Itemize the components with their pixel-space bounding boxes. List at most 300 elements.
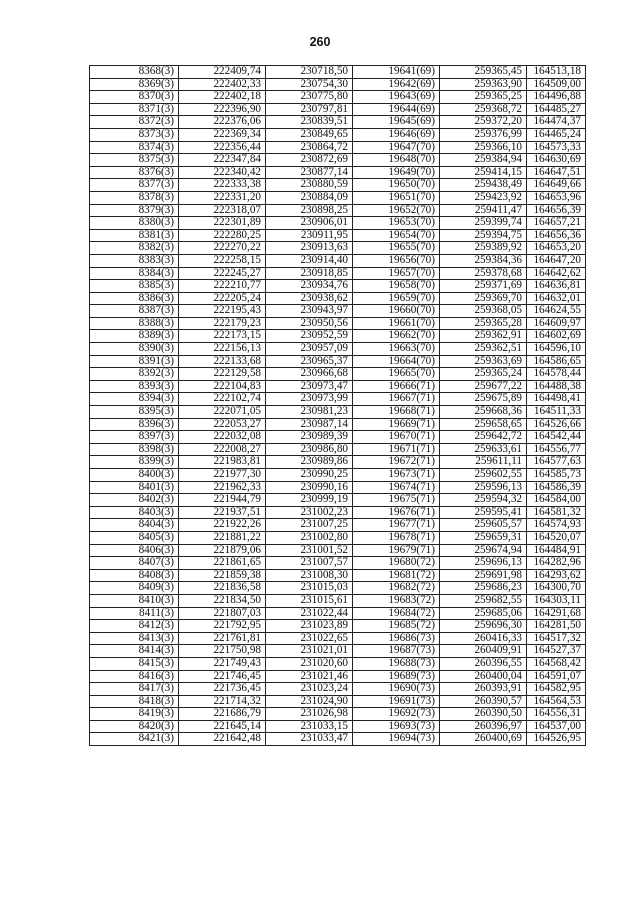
y-coordinate-cell-2: 164496,88 [527, 91, 586, 104]
x-coordinate-cell-2: 260400,04 [440, 670, 527, 683]
table-row [90, 141, 586, 154]
table-row [90, 695, 586, 708]
table-row [90, 343, 586, 356]
y-coordinate-cell-2: 164293,62 [527, 569, 586, 582]
y-coordinate-cell-2: 164657,21 [527, 217, 586, 230]
y-coordinate-cell-2: 164586,39 [527, 481, 586, 494]
y-coordinate-cell-2: 164465,24 [527, 128, 586, 141]
table-row [90, 380, 586, 393]
y-coordinate-cell: 231021,46 [266, 670, 353, 683]
x-coordinate-cell: 222032,08 [179, 431, 266, 444]
x-coordinate-cell: 222179,23 [179, 317, 266, 330]
y-coordinate-cell: 230934,76 [266, 280, 353, 293]
x-coordinate-cell: 221881,22 [179, 531, 266, 544]
x-coordinate-cell-2: 259602,55 [440, 469, 527, 482]
y-coordinate-cell: 230950,56 [266, 317, 353, 330]
point-id-cell-2: 19680(72) [353, 557, 440, 570]
x-coordinate-cell-2: 259605,57 [440, 519, 527, 532]
y-coordinate-cell-2: 164509,00 [527, 78, 586, 91]
y-coordinate-cell-2: 164556,31 [527, 708, 586, 721]
y-coordinate-cell: 230981,23 [266, 406, 353, 419]
x-coordinate-cell-2: 259668,36 [440, 406, 527, 419]
point-id-cell-2: 19662(70) [353, 330, 440, 343]
point-id-cell: 8396(3) [90, 418, 179, 431]
point-id-cell-2: 19666(71) [353, 380, 440, 393]
point-id-cell-2: 19691(73) [353, 695, 440, 708]
point-id-cell-2: 19690(73) [353, 683, 440, 696]
y-coordinate-cell: 230943,97 [266, 305, 353, 318]
x-coordinate-cell: 222008,27 [179, 443, 266, 456]
y-coordinate-cell: 231015,61 [266, 594, 353, 607]
x-coordinate-cell-2: 259596,13 [440, 481, 527, 494]
y-coordinate-cell: 231007,25 [266, 519, 353, 532]
y-coordinate-cell: 230906,01 [266, 217, 353, 230]
x-coordinate-cell-2: 259363,90 [440, 78, 527, 91]
x-coordinate-cell: 222333,38 [179, 179, 266, 192]
point-id-cell-2: 19668(71) [353, 406, 440, 419]
x-coordinate-cell: 221937,51 [179, 506, 266, 519]
x-coordinate-cell: 221749,43 [179, 657, 266, 670]
x-coordinate-cell-2: 259438,49 [440, 179, 527, 192]
x-coordinate-cell: 222301,89 [179, 217, 266, 230]
table-row [90, 280, 586, 293]
x-coordinate-cell-2: 259677,22 [440, 380, 527, 393]
y-coordinate-cell: 230718,50 [266, 66, 353, 79]
point-id-cell-2: 19673(71) [353, 469, 440, 482]
point-id-cell-2: 19683(72) [353, 594, 440, 607]
point-id-cell: 8406(3) [90, 544, 179, 557]
x-coordinate-cell-2: 259372,20 [440, 116, 527, 129]
y-coordinate-cell-2: 164577,63 [527, 456, 586, 469]
y-coordinate-cell: 230986,80 [266, 443, 353, 456]
x-coordinate-cell-2: 260409,91 [440, 645, 527, 658]
x-coordinate-cell: 222340,42 [179, 166, 266, 179]
y-coordinate-cell-2: 164517,32 [527, 632, 586, 645]
x-coordinate-cell-2: 259611,11 [440, 456, 527, 469]
point-id-cell: 8394(3) [90, 393, 179, 406]
point-id-cell: 8383(3) [90, 254, 179, 267]
y-coordinate-cell-2: 164642,62 [527, 267, 586, 280]
table-row [90, 582, 586, 595]
y-coordinate-cell-2: 164630,69 [527, 154, 586, 167]
table-row [90, 469, 586, 482]
table-row [90, 531, 586, 544]
table-row [90, 594, 586, 607]
y-coordinate-cell: 230877,14 [266, 166, 353, 179]
point-id-cell: 8379(3) [90, 204, 179, 217]
y-coordinate-cell-2: 164511,33 [527, 406, 586, 419]
y-coordinate-cell: 230990,25 [266, 469, 353, 482]
point-id-cell-2: 19665(70) [353, 368, 440, 381]
y-coordinate-cell: 231021,01 [266, 645, 353, 658]
point-id-cell-2: 19672(71) [353, 456, 440, 469]
point-id-cell-2: 19674(71) [353, 481, 440, 494]
x-coordinate-cell: 222318,07 [179, 204, 266, 217]
y-coordinate-cell-2: 164647,20 [527, 254, 586, 267]
table-row [90, 569, 586, 582]
y-coordinate-cell: 230973,99 [266, 393, 353, 406]
x-coordinate-cell: 221645,14 [179, 720, 266, 733]
y-coordinate-cell-2: 164649,66 [527, 179, 586, 192]
table-row [90, 355, 586, 368]
y-coordinate-cell: 230952,59 [266, 330, 353, 343]
table-row [90, 179, 586, 192]
table-row [90, 456, 586, 469]
y-coordinate-cell: 231022,44 [266, 607, 353, 620]
point-id-cell: 8398(3) [90, 443, 179, 456]
point-id-cell-2: 19681(72) [353, 569, 440, 582]
x-coordinate-cell: 221962,33 [179, 481, 266, 494]
table-row [90, 431, 586, 444]
y-coordinate-cell-2: 164586,65 [527, 355, 586, 368]
table-row [90, 443, 586, 456]
table-row [90, 670, 586, 683]
x-coordinate-cell-2: 259394,75 [440, 229, 527, 242]
y-coordinate-cell-2: 164282,96 [527, 557, 586, 570]
table-row [90, 330, 586, 343]
x-coordinate-cell: 222245,27 [179, 267, 266, 280]
y-coordinate-cell-2: 164537,00 [527, 720, 586, 733]
y-coordinate-cell-2: 164542,44 [527, 431, 586, 444]
y-coordinate-cell-2: 164303,11 [527, 594, 586, 607]
point-id-cell-2: 19656(70) [353, 254, 440, 267]
x-coordinate-cell-2: 259384,36 [440, 254, 527, 267]
table-row [90, 154, 586, 167]
point-id-cell-2: 19651(70) [353, 191, 440, 204]
y-coordinate-cell: 230849,65 [266, 128, 353, 141]
x-coordinate-cell: 222258,15 [179, 254, 266, 267]
point-id-cell: 8409(3) [90, 582, 179, 595]
point-id-cell: 8392(3) [90, 368, 179, 381]
x-coordinate-cell-2: 259363,69 [440, 355, 527, 368]
point-id-cell: 8380(3) [90, 217, 179, 230]
table-row [90, 481, 586, 494]
y-coordinate-cell-2: 164596,10 [527, 343, 586, 356]
y-coordinate-cell: 231023,89 [266, 620, 353, 633]
point-id-cell: 8368(3) [90, 66, 179, 79]
point-id-cell: 8407(3) [90, 557, 179, 570]
point-id-cell: 8414(3) [90, 645, 179, 658]
y-coordinate-cell-2: 164584,00 [527, 494, 586, 507]
x-coordinate-cell: 222402,33 [179, 78, 266, 91]
y-coordinate-cell-2: 164485,27 [527, 103, 586, 116]
x-coordinate-cell-2: 259659,31 [440, 531, 527, 544]
point-id-cell: 8388(3) [90, 317, 179, 330]
point-id-cell: 8415(3) [90, 657, 179, 670]
table-row [90, 254, 586, 267]
point-id-cell-2: 19643(69) [353, 91, 440, 104]
y-coordinate-cell-2: 164526,95 [527, 733, 586, 746]
x-coordinate-cell: 222133,68 [179, 355, 266, 368]
y-coordinate-cell-2: 164281,50 [527, 620, 586, 633]
point-id-cell: 8412(3) [90, 620, 179, 633]
y-coordinate-cell-2: 164527,37 [527, 645, 586, 658]
point-id-cell-2: 19689(73) [353, 670, 440, 683]
y-coordinate-cell-2: 164653,96 [527, 191, 586, 204]
table-row [90, 620, 586, 633]
x-coordinate-cell-2: 260396,97 [440, 720, 527, 733]
table-row [90, 317, 586, 330]
x-coordinate-cell-2: 259411,47 [440, 204, 527, 217]
x-coordinate-cell: 222396,90 [179, 103, 266, 116]
x-coordinate-cell: 222205,24 [179, 292, 266, 305]
x-coordinate-cell: 221983,81 [179, 456, 266, 469]
point-id-cell-2: 19644(69) [353, 103, 440, 116]
x-coordinate-cell-2: 259376,99 [440, 128, 527, 141]
x-coordinate-cell: 222129,58 [179, 368, 266, 381]
x-coordinate-cell: 221977,30 [179, 469, 266, 482]
y-coordinate-cell: 231015,03 [266, 582, 353, 595]
point-id-cell: 8410(3) [90, 594, 179, 607]
y-coordinate-cell-2: 164564,53 [527, 695, 586, 708]
point-id-cell-2: 19687(73) [353, 645, 440, 658]
x-coordinate-cell-2: 259674,94 [440, 544, 527, 557]
table-row [90, 506, 586, 519]
x-coordinate-cell-2: 259389,92 [440, 242, 527, 255]
table-row [90, 128, 586, 141]
x-coordinate-cell-2: 260390,50 [440, 708, 527, 721]
x-coordinate-cell-2: 259365,28 [440, 317, 527, 330]
y-coordinate-cell: 230754,30 [266, 78, 353, 91]
point-id-cell-2: 19670(71) [353, 431, 440, 444]
x-coordinate-cell-2: 259368,05 [440, 305, 527, 318]
y-coordinate-cell: 231026,98 [266, 708, 353, 721]
y-coordinate-cell: 230914,40 [266, 254, 353, 267]
y-coordinate-cell-2: 164291,68 [527, 607, 586, 620]
point-id-cell-2: 19661(70) [353, 317, 440, 330]
x-coordinate-cell: 222195,43 [179, 305, 266, 318]
x-coordinate-cell: 222270,22 [179, 242, 266, 255]
point-id-cell-2: 19684(72) [353, 607, 440, 620]
y-coordinate-cell-2: 164573,33 [527, 141, 586, 154]
table-row [90, 494, 586, 507]
x-coordinate-cell: 221714,32 [179, 695, 266, 708]
table-row [90, 78, 586, 91]
x-coordinate-cell: 221944,79 [179, 494, 266, 507]
x-coordinate-cell-2: 259642,72 [440, 431, 527, 444]
x-coordinate-cell: 222402,18 [179, 91, 266, 104]
point-id-cell: 8370(3) [90, 91, 179, 104]
x-coordinate-cell-2: 259365,24 [440, 368, 527, 381]
table-row [90, 116, 586, 129]
y-coordinate-cell: 230990,16 [266, 481, 353, 494]
point-id-cell-2: 19678(71) [353, 531, 440, 544]
point-id-cell: 8381(3) [90, 229, 179, 242]
point-id-cell: 8405(3) [90, 531, 179, 544]
point-id-cell: 8391(3) [90, 355, 179, 368]
y-coordinate-cell-2: 164647,51 [527, 166, 586, 179]
x-coordinate-cell-2: 259696,30 [440, 620, 527, 633]
point-id-cell: 8385(3) [90, 280, 179, 293]
table-row [90, 645, 586, 658]
y-coordinate-cell-2: 164513,18 [527, 66, 586, 79]
point-id-cell: 8393(3) [90, 380, 179, 393]
point-id-cell: 8404(3) [90, 519, 179, 532]
x-coordinate-cell-2: 259368,72 [440, 103, 527, 116]
point-id-cell-2: 19663(70) [353, 343, 440, 356]
point-id-cell-2: 19649(70) [353, 166, 440, 179]
table-row [90, 607, 586, 620]
point-id-cell-2: 19685(72) [353, 620, 440, 633]
table-row [90, 720, 586, 733]
x-coordinate-cell: 221807,03 [179, 607, 266, 620]
point-id-cell-2: 19676(71) [353, 506, 440, 519]
x-coordinate-cell: 222280,25 [179, 229, 266, 242]
table-row [90, 204, 586, 217]
x-coordinate-cell-2: 259414,15 [440, 166, 527, 179]
x-coordinate-cell-2: 259685,06 [440, 607, 527, 620]
point-id-cell: 8397(3) [90, 431, 179, 444]
point-id-cell: 8387(3) [90, 305, 179, 318]
x-coordinate-cell-2: 259369,70 [440, 292, 527, 305]
y-coordinate-cell: 231024,90 [266, 695, 353, 708]
point-id-cell-2: 19671(71) [353, 443, 440, 456]
point-id-cell: 8395(3) [90, 406, 179, 419]
x-coordinate-cell-2: 259399,74 [440, 217, 527, 230]
x-coordinate-cell-2: 259633,61 [440, 443, 527, 456]
point-id-cell: 8384(3) [90, 267, 179, 280]
point-id-cell-2: 19679(71) [353, 544, 440, 557]
y-coordinate-cell-2: 164656,39 [527, 204, 586, 217]
x-coordinate-cell-2: 259594,32 [440, 494, 527, 507]
x-coordinate-cell: 221761,81 [179, 632, 266, 645]
page-number: 260 [309, 35, 331, 49]
point-id-cell: 8373(3) [90, 128, 179, 141]
y-coordinate-cell-2: 164656,36 [527, 229, 586, 242]
point-id-cell-2: 19688(73) [353, 657, 440, 670]
point-id-cell-2: 19652(70) [353, 204, 440, 217]
x-coordinate-cell: 221792,95 [179, 620, 266, 633]
table-row [90, 368, 586, 381]
y-coordinate-cell: 230999,19 [266, 494, 353, 507]
y-coordinate-cell-2: 164632,01 [527, 292, 586, 305]
y-coordinate-cell: 231008,30 [266, 569, 353, 582]
x-coordinate-cell-2: 260393,91 [440, 683, 527, 696]
y-coordinate-cell: 230957,09 [266, 343, 353, 356]
point-id-cell: 8418(3) [90, 695, 179, 708]
table-row [90, 217, 586, 230]
table-row [90, 519, 586, 532]
x-coordinate-cell: 221834,50 [179, 594, 266, 607]
x-coordinate-cell-2: 259658,65 [440, 418, 527, 431]
x-coordinate-cell-2: 259365,25 [440, 91, 527, 104]
y-coordinate-cell: 231023,24 [266, 683, 353, 696]
point-id-cell: 8374(3) [90, 141, 179, 154]
point-id-cell: 8413(3) [90, 632, 179, 645]
x-coordinate-cell: 221861,65 [179, 557, 266, 570]
x-coordinate-cell: 221686,79 [179, 708, 266, 721]
y-coordinate-cell: 230918,85 [266, 267, 353, 280]
y-coordinate-cell-2: 164574,93 [527, 519, 586, 532]
y-coordinate-cell: 230973,47 [266, 380, 353, 393]
y-coordinate-cell: 230989,86 [266, 456, 353, 469]
point-id-cell: 8372(3) [90, 116, 179, 129]
y-coordinate-cell: 230797,81 [266, 103, 353, 116]
x-coordinate-cell-2: 259366,10 [440, 141, 527, 154]
table-row [90, 632, 586, 645]
y-coordinate-cell: 230898,25 [266, 204, 353, 217]
y-coordinate-cell-2: 164520,07 [527, 531, 586, 544]
x-coordinate-cell: 221859,38 [179, 569, 266, 582]
table-row [90, 166, 586, 179]
y-coordinate-cell-2: 164488,38 [527, 380, 586, 393]
y-coordinate-cell: 230987,14 [266, 418, 353, 431]
y-coordinate-cell: 230989,39 [266, 431, 353, 444]
point-id-cell-2: 19642(69) [353, 78, 440, 91]
point-id-cell-2: 19641(69) [353, 66, 440, 79]
point-id-cell-2: 19667(71) [353, 393, 440, 406]
table-row [90, 708, 586, 721]
point-id-cell: 8389(3) [90, 330, 179, 343]
x-coordinate-cell: 222053,27 [179, 418, 266, 431]
table-row [90, 191, 586, 204]
y-coordinate-cell: 231002,80 [266, 531, 353, 544]
point-id-cell: 8400(3) [90, 469, 179, 482]
x-coordinate-cell: 221879,06 [179, 544, 266, 557]
point-id-cell: 8399(3) [90, 456, 179, 469]
x-coordinate-cell: 222356,44 [179, 141, 266, 154]
y-coordinate-cell: 231002,23 [266, 506, 353, 519]
table-row [90, 229, 586, 242]
y-coordinate-cell-2: 164568,42 [527, 657, 586, 670]
table-row [90, 91, 586, 104]
x-coordinate-cell-2: 259365,45 [440, 66, 527, 79]
y-coordinate-cell: 230966,68 [266, 368, 353, 381]
y-coordinate-cell-2: 164300,70 [527, 582, 586, 595]
y-coordinate-cell: 231007,57 [266, 557, 353, 570]
x-coordinate-cell-2: 260416,33 [440, 632, 527, 645]
point-id-cell: 8419(3) [90, 708, 179, 721]
point-id-cell: 8375(3) [90, 154, 179, 167]
point-id-cell: 8369(3) [90, 78, 179, 91]
point-id-cell-2: 19675(71) [353, 494, 440, 507]
point-id-cell: 8377(3) [90, 179, 179, 192]
y-coordinate-cell: 230864,72 [266, 141, 353, 154]
point-id-cell-2: 19657(70) [353, 267, 440, 280]
table-row [90, 292, 586, 305]
x-coordinate-cell-2: 259595,41 [440, 506, 527, 519]
y-coordinate-cell-2: 164636,81 [527, 280, 586, 293]
y-coordinate-cell-2: 164602,69 [527, 330, 586, 343]
y-coordinate-cell: 231001,52 [266, 544, 353, 557]
x-coordinate-cell-2: 259696,13 [440, 557, 527, 570]
point-id-cell-2: 19650(70) [353, 179, 440, 192]
x-coordinate-cell-2: 259378,68 [440, 267, 527, 280]
point-id-cell-2: 19660(70) [353, 305, 440, 318]
y-coordinate-cell-2: 164581,32 [527, 506, 586, 519]
table-row [90, 544, 586, 557]
x-coordinate-cell-2: 259682,55 [440, 594, 527, 607]
point-id-cell-2: 19682(72) [353, 582, 440, 595]
point-id-cell-2: 19669(71) [353, 418, 440, 431]
table-row [90, 103, 586, 116]
point-id-cell: 8403(3) [90, 506, 179, 519]
point-id-cell: 8420(3) [90, 720, 179, 733]
y-coordinate-cell-2: 164582,95 [527, 683, 586, 696]
point-id-cell: 8421(3) [90, 733, 179, 746]
point-id-cell: 8390(3) [90, 343, 179, 356]
table-row [90, 418, 586, 431]
x-coordinate-cell-2: 260390,57 [440, 695, 527, 708]
y-coordinate-cell: 230938,62 [266, 292, 353, 305]
point-id-cell: 8411(3) [90, 607, 179, 620]
x-coordinate-cell-2: 259691,98 [440, 569, 527, 582]
x-coordinate-cell-2: 259675,89 [440, 393, 527, 406]
x-coordinate-cell-2: 259423,92 [440, 191, 527, 204]
y-coordinate-cell: 230880,59 [266, 179, 353, 192]
x-coordinate-cell: 222376,06 [179, 116, 266, 129]
x-coordinate-cell: 221642,48 [179, 733, 266, 746]
